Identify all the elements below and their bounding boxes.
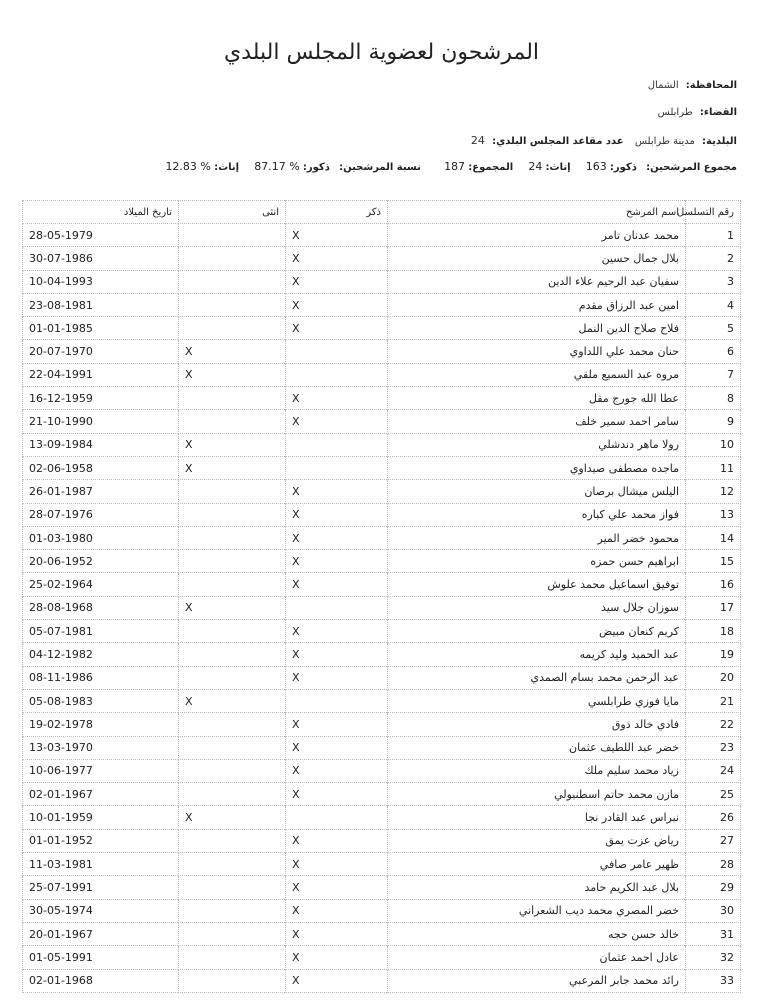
governorate-value: الشمال [647,80,679,91]
row-seq: 22 [686,713,741,736]
row-name: اليلس ميشال برصان [388,480,686,503]
header-female: انثى [179,201,286,224]
table-row [23,713,741,736]
row-female-mark: X [179,363,286,386]
table-row [23,620,741,643]
row-female-mark [179,946,286,969]
row-name: عبد الحميد وليد كريمه [388,643,686,666]
seats-value: 24 [470,134,485,147]
row-male-mark [286,456,388,479]
row-male-mark: X [286,759,388,782]
row-seq: 32 [686,946,741,969]
row-seq: 30 [686,899,741,922]
row-seq: 18 [686,620,741,643]
row-name: نبراس عبد القادر نجا [388,806,686,829]
table-row [23,503,741,526]
table-row [23,759,741,782]
table-row [23,596,741,619]
row-dob: 01-01-1952 [23,829,179,852]
row-male-mark: X [286,643,388,666]
row-male-mark: X [286,387,388,410]
table-row [23,666,741,689]
table-row [23,317,741,340]
total-label: مجموع المرشحين: [646,162,737,173]
table-row [23,946,741,969]
row-dob: 01-05-1991 [23,946,179,969]
row-name: فواز محمد علي كباره [388,503,686,526]
row-name: ظهير عامر صافي [388,853,686,876]
row-male-mark: X [286,573,388,596]
row-seq: 14 [686,526,741,549]
row-name: ابراهيم حسن حمزه [388,550,686,573]
male-ratio-label: ذكور: [302,162,330,173]
female-label: إناث: [545,162,571,173]
row-female-mark: X [179,340,286,363]
table-row [23,876,741,899]
row-seq: 9 [686,410,741,433]
row-name: محمود خضر المير [388,526,686,549]
row-seq: 19 [686,643,741,666]
table-row [23,526,741,549]
row-name: ماجده مصطفى صيداوي [388,456,686,479]
female-count: 24 [528,160,543,173]
row-seq: 28 [686,853,741,876]
row-seq: 1 [686,224,741,247]
row-male-mark: X [286,503,388,526]
row-dob: 11-03-1981 [23,853,179,876]
row-female-mark [179,526,286,549]
table-row [23,899,741,922]
row-dob: 20-07-1970 [23,340,179,363]
row-male-mark [286,689,388,712]
row-male-mark: X [286,783,388,806]
row-name: رياض عزت يمق [388,829,686,852]
row-seq: 4 [686,293,741,316]
row-name: عادل احمد عثمان [388,946,686,969]
municipality-label: البلدية: [702,136,737,147]
row-seq: 21 [686,689,741,712]
row-dob: 05-07-1981 [23,620,179,643]
row-name: كريم كنعان مبيض [388,620,686,643]
table-row [23,736,741,759]
governorate-line [648,80,737,91]
row-name: مازن محمد حاتم اسطنبولي [388,783,686,806]
row-female-mark [179,410,286,433]
row-male-mark [286,806,388,829]
row-seq: 24 [686,759,741,782]
row-name: توفيق اسماعيل محمد علوش [388,573,686,596]
male-count: 163 [585,160,607,173]
header-name: اسم المرشح [388,201,686,224]
table-row [23,643,741,666]
row-male-mark: X [286,736,388,759]
row-dob: 10-01-1959 [23,806,179,829]
row-female-mark [179,550,286,573]
row-name: بلال عبد الكريم حامد [388,876,686,899]
row-seq: 10 [686,433,741,456]
table-row [23,456,741,479]
row-male-mark: X [286,270,388,293]
row-name: سوزان جلال سيد [388,596,686,619]
row-female-mark [179,876,286,899]
row-name: عطا الله جورج مقل [388,387,686,410]
row-seq: 2 [686,247,741,270]
row-female-mark [179,480,286,503]
row-name: رائد محمد جابر المرعبي [388,969,686,992]
row-female-mark [179,783,286,806]
row-name: زياد محمد سليم ملك [388,759,686,782]
row-dob: 26-01-1987 [23,480,179,503]
district-value: طرابلس [657,107,693,118]
row-dob: 10-04-1993 [23,270,179,293]
row-dob: 16-12-1959 [23,387,179,410]
row-male-mark: X [286,876,388,899]
row-name: سفيان عبد الرحيم علاء الدين [388,270,686,293]
table-row [23,387,741,410]
row-seq: 8 [686,387,741,410]
row-male-mark: X [286,853,388,876]
row-male-mark [286,363,388,386]
table-row [23,410,741,433]
row-name: سامر احمد سمير خلف [388,410,686,433]
row-male-mark [286,433,388,456]
row-female-mark [179,759,286,782]
table-row [23,783,741,806]
row-female-mark [179,922,286,945]
row-dob: 20-01-1967 [23,922,179,945]
row-name: رولا ماهر دندشلي [388,433,686,456]
row-male-mark: X [286,550,388,573]
header-dob: تاريخ الميلاد [23,201,179,224]
row-male-mark: X [286,247,388,270]
table-row [23,340,741,363]
female-ratio-label: إناث: [214,162,240,173]
male-label: ذكور: [609,162,637,173]
row-female-mark: X [179,433,286,456]
row-name: خضر عبد اللطيف عثمان [388,736,686,759]
row-male-mark: X [286,620,388,643]
sum-label: المجموع: [468,162,514,173]
row-seq: 5 [686,317,741,340]
row-seq: 26 [686,806,741,829]
row-male-mark: X [286,946,388,969]
row-dob: 05-08-1983 [23,689,179,712]
row-name: بلال جمال حسين [388,247,686,270]
row-dob: 28-05-1979 [23,224,179,247]
row-female-mark: X [179,689,286,712]
row-female-mark [179,293,286,316]
row-name: فادي خالد ذوق [388,713,686,736]
row-dob: 10-06-1977 [23,759,179,782]
row-female-mark: X [179,456,286,479]
district-label: القضاء: [699,107,737,118]
candidates-table [22,200,741,993]
table-row [23,433,741,456]
candidates-stats [153,160,737,173]
sum-count: 187 [444,160,466,173]
row-seq: 16 [686,573,741,596]
row-seq: 33 [686,969,741,992]
row-female-mark [179,270,286,293]
row-male-mark: X [286,922,388,945]
row-dob: 19-02-1978 [23,713,179,736]
row-seq: 31 [686,922,741,945]
table-body [23,224,741,993]
row-female-mark [179,713,286,736]
table-row [23,293,741,316]
row-dob: 22-04-1991 [23,363,179,386]
row-male-mark: X [286,410,388,433]
row-dob: 13-09-1984 [23,433,179,456]
row-seq: 15 [686,550,741,573]
row-seq: 6 [686,340,741,363]
table-row [23,573,741,596]
row-name: محمد عدنان تامر [388,224,686,247]
row-female-mark [179,224,286,247]
row-seq: 29 [686,876,741,899]
row-female-mark [179,247,286,270]
table-row [23,550,741,573]
municipality-line [471,134,737,147]
row-female-mark [179,503,286,526]
row-dob: 04-12-1982 [23,643,179,666]
row-female-mark [179,736,286,759]
row-dob: 23-08-1981 [23,293,179,316]
row-dob: 02-01-1968 [23,969,179,992]
row-female-mark [179,387,286,410]
row-male-mark: X [286,526,388,549]
row-dob: 01-03-1980 [23,526,179,549]
row-male-mark: X [286,899,388,922]
municipality-value: مدينة طرابلس [634,136,695,147]
table-row [23,363,741,386]
row-dob: 30-07-1986 [23,247,179,270]
row-male-mark: X [286,829,388,852]
table-row [23,853,741,876]
male-ratio: % 87.17 [254,160,300,173]
row-dob: 25-07-1991 [23,876,179,899]
row-dob: 02-01-1967 [23,783,179,806]
table-row [23,969,741,992]
row-dob: 28-08-1968 [23,596,179,619]
row-female-mark: X [179,596,286,619]
row-male-mark [286,596,388,619]
row-dob: 01-01-1985 [23,317,179,340]
ratio-label: نسبة المرشحين: [339,162,421,173]
table-row [23,922,741,945]
row-dob: 30-05-1974 [23,899,179,922]
row-seq: 7 [686,363,741,386]
row-name: امين عبد الرزاق مقدم [388,293,686,316]
row-name: خالد حسن حجه [388,922,686,945]
page-title: المرشحون لعضوية المجلس البلدي [223,40,540,65]
row-dob: 13-03-1970 [23,736,179,759]
row-male-mark: X [286,969,388,992]
row-name: خضر المصري محمد ديب الشعراني [388,899,686,922]
row-seq: 17 [686,596,741,619]
row-name: مايا فوزي طرابلسي [388,689,686,712]
row-female-mark [179,666,286,689]
row-dob: 08-11-1986 [23,666,179,689]
header-male: ذكر [286,201,388,224]
row-name: مروه عبد السميع ملقي [388,363,686,386]
row-seq: 25 [686,783,741,806]
row-name: عبد الرحمن محمد بسام الصمدي [388,666,686,689]
row-female-mark [179,573,286,596]
row-female-mark [179,829,286,852]
row-dob: 28-07-1976 [23,503,179,526]
row-seq: 20 [686,666,741,689]
row-dob: 02-06-1958 [23,456,179,479]
row-seq: 13 [686,503,741,526]
table-row [23,689,741,712]
row-female-mark [179,643,286,666]
table-row [23,247,741,270]
table-row [23,829,741,852]
seats-label: عدد مقاعد المجلس البلدي: [492,136,624,147]
governorate-label: المحافظة: [685,80,737,91]
row-dob: 20-06-1952 [23,550,179,573]
row-male-mark: X [286,666,388,689]
row-male-mark: X [286,480,388,503]
district-line [658,107,737,118]
row-seq: 3 [686,270,741,293]
row-female-mark [179,899,286,922]
header-seq: رقم التسلسل [686,201,741,224]
row-seq: 11 [686,456,741,479]
table-header-row [23,201,741,224]
row-seq: 23 [686,736,741,759]
row-seq: 12 [686,480,741,503]
female-ratio: % 12.83 [165,160,211,173]
row-female-mark: X [179,806,286,829]
row-male-mark: X [286,317,388,340]
row-female-mark [179,620,286,643]
table-row [23,480,741,503]
row-male-mark [286,340,388,363]
row-male-mark: X [286,713,388,736]
row-dob: 25-02-1964 [23,573,179,596]
table-row [23,224,741,247]
row-dob: 21-10-1990 [23,410,179,433]
row-male-mark: X [286,224,388,247]
table-row [23,806,741,829]
row-female-mark [179,853,286,876]
row-seq: 27 [686,829,741,852]
table-row [23,270,741,293]
row-female-mark [179,317,286,340]
row-male-mark: X [286,293,388,316]
row-name: فلاح صلاح الدين النمل [388,317,686,340]
row-female-mark [179,969,286,992]
row-name: حنان محمد علي اللداوي [388,340,686,363]
